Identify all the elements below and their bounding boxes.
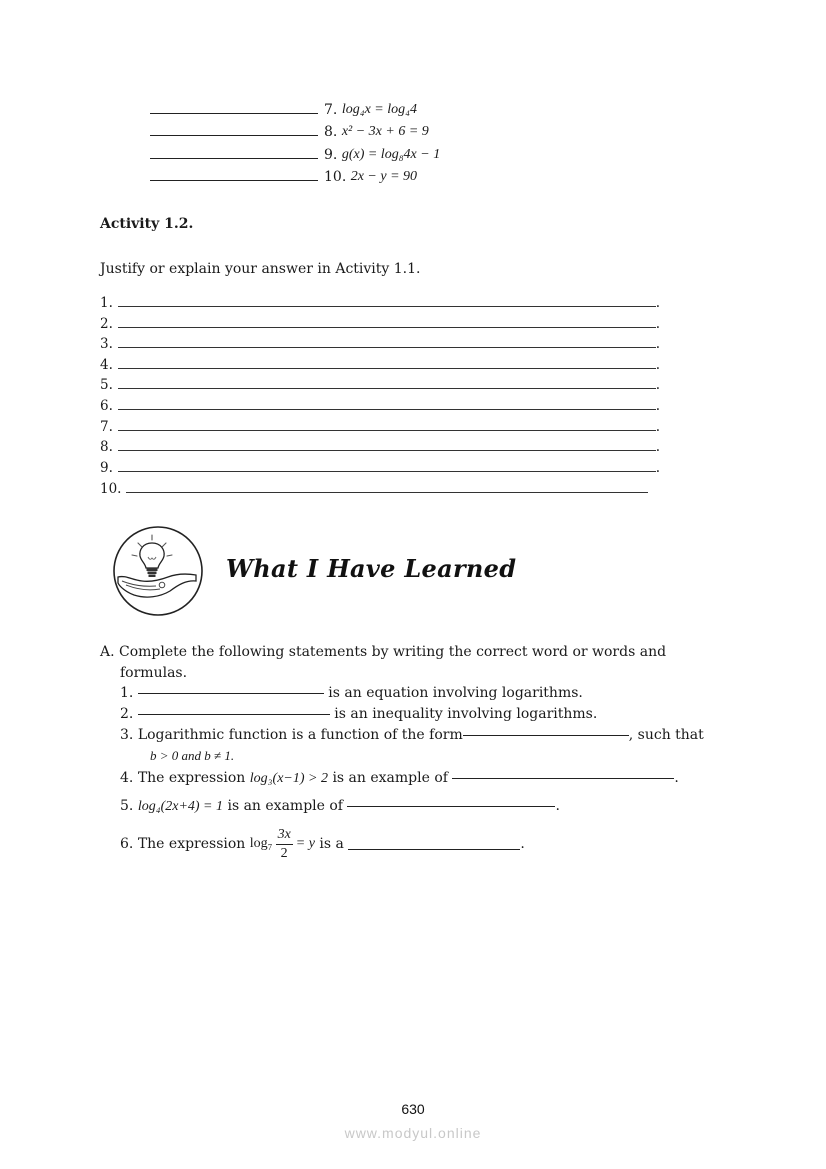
statement-text: is an example of [227, 798, 343, 814]
statement-text: Logarithmic function is a function of the form [137, 727, 463, 743]
part-a-label: A. [100, 644, 115, 660]
line-end: . [655, 336, 660, 352]
statement-math: log₄(2x+4) = 1 [137, 799, 224, 814]
answer-blank[interactable] [138, 692, 324, 694]
statement-4: 4. The expression log₃(x−1) > 2 is an example of . [120, 770, 679, 786]
justification-line[interactable] [100, 291, 660, 311]
answer-blank[interactable] [150, 157, 318, 159]
answer-line[interactable] [118, 327, 656, 328]
activity-title: Activity 1.2. [100, 216, 194, 232]
fraction-numerator: 3x [276, 828, 293, 845]
statement-text: is a [319, 836, 344, 852]
answer-blank[interactable] [150, 112, 318, 114]
answer-line[interactable] [118, 471, 656, 472]
watermark: www.modyul.online [344, 1125, 482, 1141]
answer-blank[interactable] [348, 848, 520, 850]
statement-1 [120, 685, 583, 701]
justification-line[interactable] [100, 415, 660, 435]
answer-blank[interactable] [150, 179, 318, 181]
justification-line[interactable] [100, 456, 660, 476]
answer-line[interactable] [118, 306, 656, 307]
equation-row [150, 143, 440, 163]
line-number: 9. [100, 460, 113, 476]
line-end: . [655, 295, 660, 311]
line-number: 5. [100, 377, 113, 393]
line-number: 2. [100, 316, 113, 332]
statement-log: log₇ [249, 836, 273, 851]
statement-3 [120, 727, 704, 743]
statement-math: = y [295, 836, 315, 851]
answer-blank[interactable] [463, 734, 629, 736]
statement-math: log₃(x−1) > 2 [249, 771, 328, 786]
statement-number: 6. [120, 836, 134, 852]
statement-text: is an inequality involving logarithms. [334, 706, 598, 722]
line-number: 10. [100, 481, 122, 497]
equation-number: 8. [324, 124, 338, 140]
statement-2 [120, 706, 597, 722]
answer-line[interactable] [118, 368, 656, 369]
fraction [276, 828, 293, 861]
line-number: 4. [100, 357, 113, 373]
statement-number: 3. [120, 727, 134, 743]
answer-line[interactable] [118, 347, 656, 348]
line-end: . [655, 419, 660, 435]
line-number: 3. [100, 336, 113, 352]
line-end: . [655, 377, 660, 393]
answer-line[interactable] [126, 492, 648, 493]
part-a-intro-line1: Complete the following statements by writing the correct word or words and [119, 644, 667, 660]
page-number: 630 [401, 1101, 425, 1117]
equation-row [150, 120, 429, 140]
answer-blank[interactable] [347, 805, 555, 807]
statement-text: The expression [137, 836, 246, 852]
equation-number: 9. [324, 147, 338, 163]
equation-number: 7. [324, 102, 338, 118]
statement-number: 4. [120, 770, 134, 786]
statement-number: 5. [120, 798, 134, 814]
justification-line[interactable] [100, 373, 660, 393]
statement-text: The expression [137, 770, 246, 786]
lightbulb-hand-icon [112, 525, 204, 617]
equation-row [150, 98, 417, 118]
line-end: . [655, 357, 660, 373]
answer-blank[interactable] [138, 713, 330, 715]
equation-text: log₄x = log₄4 [341, 102, 417, 117]
line-end: . [655, 439, 660, 455]
answer-blank[interactable] [452, 777, 674, 779]
statement-number: 1. [120, 685, 134, 701]
statement-text: is an equation involving logarithms. [328, 685, 583, 701]
answer-line[interactable] [118, 388, 656, 389]
equation-row [150, 165, 417, 185]
line-number: 1. [100, 295, 113, 311]
statement-6: 6. The expression log₇ $\frac{3x}{2}$ = y is a . [120, 826, 525, 861]
activity-instruction: Justify or explain your answer in Activity 1.1. [100, 261, 421, 277]
line-number: 7. [100, 419, 113, 435]
equation-text: 2x − y = 90 [350, 169, 418, 184]
line-number: 6. [100, 398, 113, 414]
fraction-denominator: 2 [280, 845, 288, 861]
part-a-intro [100, 644, 666, 660]
statement-5: 5. log₄(2x+4) = 1 is an example of . [120, 798, 560, 814]
statement-text: is an example of [332, 770, 448, 786]
section-title: What I Have Learned [226, 554, 517, 583]
justification-line[interactable] [100, 435, 660, 455]
equation-text: g(x) = log₈4x − 1 [341, 147, 441, 162]
statement-number: 2. [120, 706, 134, 722]
part-a-intro-line2: formulas. [120, 665, 188, 681]
answer-line[interactable] [118, 409, 656, 410]
statement-end: , such that [628, 727, 704, 743]
line-end: . [655, 460, 660, 476]
statement-3-condition: b > 0 and b ≠ 1. [150, 748, 235, 763]
line-end: . [655, 398, 660, 414]
answer-blank[interactable] [150, 134, 318, 136]
justification-line[interactable] [100, 312, 660, 332]
equation-number: 10. [324, 169, 347, 185]
justification-line[interactable] [100, 477, 648, 497]
justification-line[interactable] [100, 353, 660, 373]
equation-text: x² − 3x + 6 = 9 [341, 124, 429, 139]
answer-line[interactable] [118, 430, 656, 431]
answer-line[interactable] [118, 450, 656, 451]
line-number: 8. [100, 439, 113, 455]
line-end: . [655, 316, 660, 332]
justification-line[interactable] [100, 394, 660, 414]
justification-line[interactable] [100, 332, 660, 352]
